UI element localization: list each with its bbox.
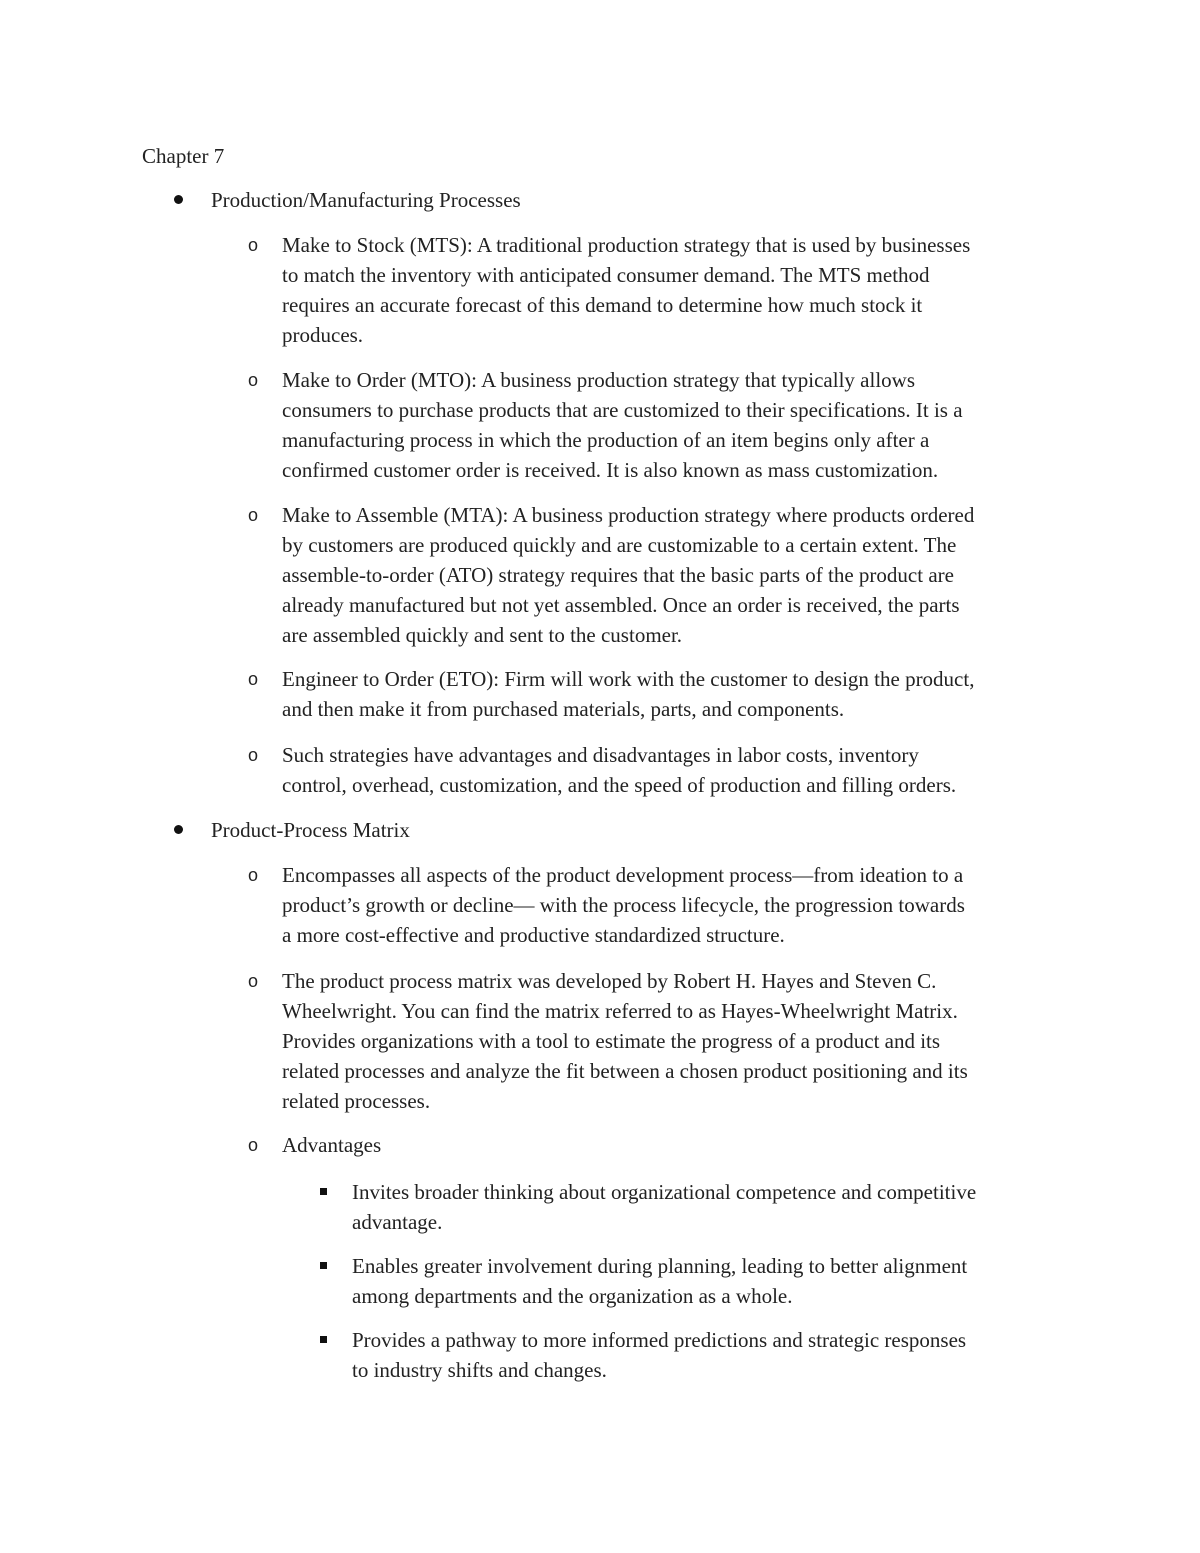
sub-list-item bbox=[352, 1177, 1072, 1237]
chapter-title: Chapter 7 bbox=[142, 144, 225, 168]
hollow-bullet-icon: o bbox=[248, 745, 259, 765]
list-item-line: related processes and analyze the fit between a chosen product positioning and its bbox=[282, 1059, 968, 1083]
sub-list-item bbox=[352, 1325, 1072, 1385]
list-item-line: Make to Order (MTO): A business production strategy that typically allows bbox=[282, 368, 916, 392]
sub-list-item-line: Enables greater involvement during planning, leading to better alignment bbox=[352, 1254, 968, 1278]
square-bullet-icon bbox=[320, 1336, 327, 1343]
list-item-encompasses bbox=[248, 860, 1072, 950]
list-item-strategies bbox=[248, 740, 1072, 800]
list-item-line: Provides organizations with a tool to estimate the progress of a product and its bbox=[282, 1029, 941, 1053]
hollow-bullet-icon: o bbox=[248, 669, 259, 689]
list-item-line: assemble-to-order (ATO) strategy requires that the basic parts of the product are bbox=[282, 563, 954, 587]
hollow-bullet-icon: o bbox=[248, 235, 259, 255]
list-item-mts bbox=[248, 230, 1072, 350]
list-item-line: Wheelwright. You can find the matrix referred to as Hayes-Wheelwright Matrix. bbox=[282, 999, 958, 1023]
sub-list-item bbox=[352, 1251, 1072, 1311]
hollow-bullet-icon: o bbox=[248, 1135, 259, 1155]
square-bullet-icon bbox=[320, 1262, 327, 1269]
list-item-line: consumers to purchase products that are customized to their specifications. It is a bbox=[282, 398, 963, 422]
list-item-line: by customers are produced quickly and are customizable to a certain extent. The bbox=[282, 533, 957, 557]
list-item-line: Such strategies have advantages and disadvantages in labor costs, inventory bbox=[282, 743, 919, 767]
list-item-line: a more cost-effective and productive standardized structure. bbox=[282, 923, 785, 947]
list-item-line: already manufactured but not yet assembled. Once an order is received, the parts bbox=[282, 593, 960, 617]
list-item-line: product’s growth or decline— with the process lifecycle, the progression towards bbox=[282, 893, 965, 917]
hollow-bullet-icon: o bbox=[248, 505, 259, 525]
filled-bullet-icon bbox=[174, 195, 183, 204]
list-item-eto bbox=[248, 664, 1072, 724]
list-item-line: produces. bbox=[282, 323, 364, 347]
list-item-hayes-wheelwright bbox=[248, 966, 1072, 1116]
filled-bullet-icon bbox=[174, 825, 183, 834]
list-item-line: manufacturing process in which the production of an item begins only after a bbox=[282, 428, 930, 452]
square-bullet-icon bbox=[320, 1188, 327, 1195]
sub-list-item-line: Invites broader thinking about organizational competence and competitive bbox=[352, 1180, 977, 1204]
list-item-line: control, overhead, customization, and the speed of production and filling orders. bbox=[282, 773, 957, 797]
list-item-line: Encompasses all aspects of the product development process—from ideation to a bbox=[282, 863, 964, 887]
hollow-bullet-icon: o bbox=[248, 971, 259, 991]
section-heading-text: Product-Process Matrix bbox=[211, 818, 410, 842]
sub-list-item-line: to industry shifts and changes. bbox=[352, 1358, 607, 1382]
list-item-line: to match the inventory with anticipated consumer demand. The MTS method bbox=[282, 263, 930, 287]
list-item-line: Advantages bbox=[282, 1133, 382, 1157]
list-item-line: Make to Assemble (MTA): A business production strategy where products ordered bbox=[282, 503, 975, 527]
sub-list-item-line: Provides a pathway to more informed predictions and strategic responses bbox=[352, 1328, 967, 1352]
list-item-line: Make to Stock (MTS): A traditional production strategy that is used by businesses bbox=[282, 233, 971, 257]
sub-list-item-line: among departments and the organization as a whole. bbox=[352, 1284, 793, 1308]
list-item-advantages bbox=[248, 1130, 1072, 1160]
list-item-line: related processes. bbox=[282, 1089, 431, 1113]
list-item-mto bbox=[248, 365, 1072, 485]
list-item-line: Engineer to Order (ETO): Firm will work with the customer to design the product, bbox=[282, 667, 975, 691]
list-item-line: are assembled quickly and sent to the customer. bbox=[282, 623, 683, 647]
list-item-line: confirmed customer order is received. It is also known as mass customization. bbox=[282, 458, 939, 482]
list-item-mta bbox=[248, 500, 1072, 650]
section-heading-text: Production/Manufacturing Processes bbox=[211, 188, 521, 212]
sub-list-item-line: advantage. bbox=[352, 1210, 443, 1234]
list-item-line: requires an accurate forecast of this demand to determine how much stock it bbox=[282, 293, 923, 317]
list-item-line: The product process matrix was developed by Robert H. Hayes and Steven C. bbox=[282, 969, 937, 993]
list-item-line: and then make it from purchased materials, parts, and components. bbox=[282, 697, 845, 721]
hollow-bullet-icon: o bbox=[248, 865, 259, 885]
hollow-bullet-icon: o bbox=[248, 370, 259, 390]
